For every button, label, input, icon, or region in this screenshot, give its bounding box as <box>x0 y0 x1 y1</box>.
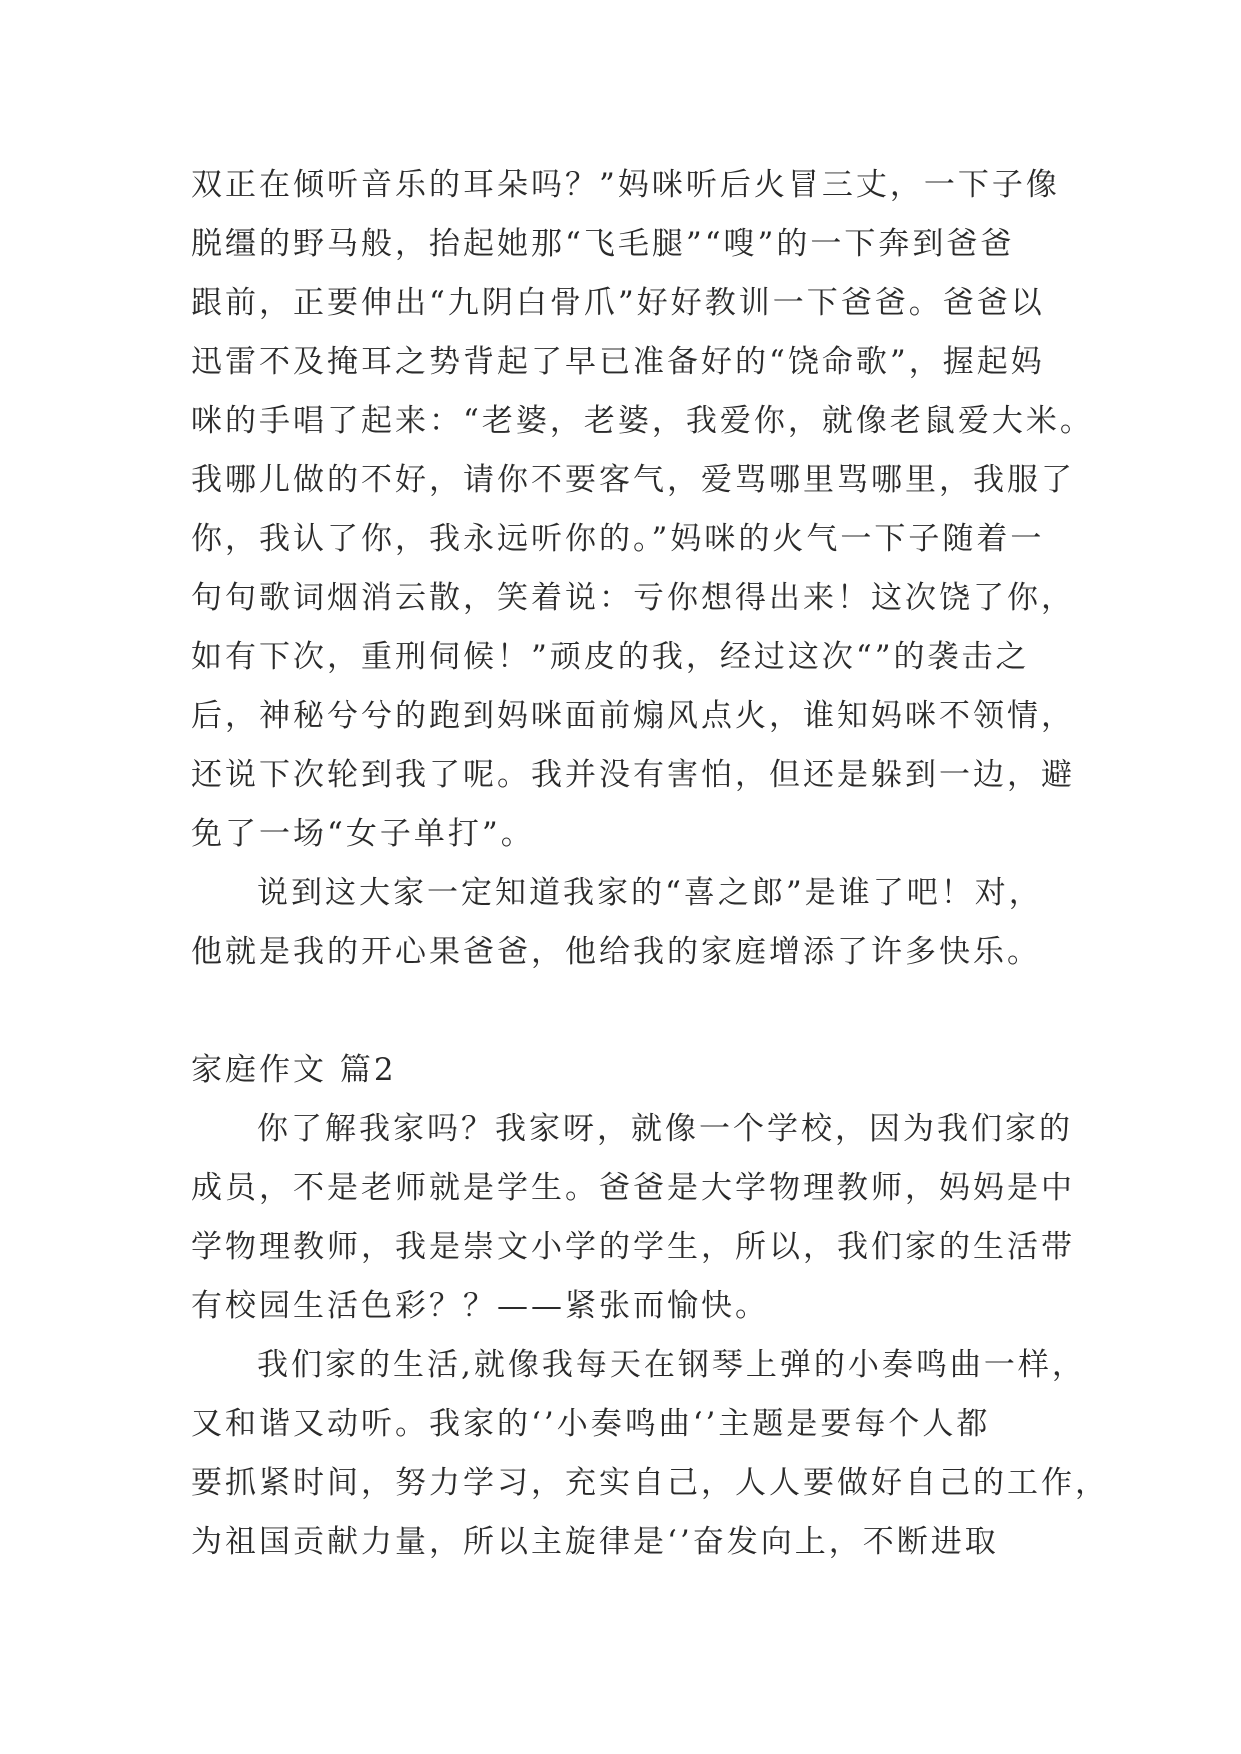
text-line: 要抓紧时间，努力学习，充实自己，人人要做好自己的工作， <box>191 1465 1109 1501</box>
text-line: 学物理教师，我是崇文小学的学生，所以，我们家的生活带 <box>191 1229 1075 1265</box>
text-line: 你，我认了你，我永远听你的。”妈咪的火气一下子随着一 <box>191 521 1045 557</box>
text-line: 成员，不是老师就是学生。爸爸是大学物理教师，妈妈是中 <box>191 1170 1075 1206</box>
text-line: 句句歌词烟消云散，笑着说：亏你想得出来！这次饶了你， <box>191 580 1075 616</box>
body-text <box>191 156 1109 1572</box>
text-line: 如有下次，重刑伺候！”顽皮的我，经过这次“”的袭击之 <box>191 639 1030 675</box>
text-line: 为祖国贡献力量，所以主旋律是‘’奋发向上，不断进取 <box>191 1524 999 1560</box>
text-line: 还说下次轮到我了呢。我并没有害怕，但还是躲到一边，避 <box>191 757 1075 793</box>
text-line: 有校园生活色彩？？——紧张而愉快。 <box>191 1288 769 1324</box>
section-heading: 家庭作文 篇2 <box>191 1052 397 1088</box>
text-line: 双正在倾听音乐的耳朵吗？”妈咪听后火冒三丈，一下子像 <box>191 167 1060 203</box>
text-line: 我哪儿做的不好，请你不要客气，爱骂哪里骂哪里，我服了 <box>191 462 1075 498</box>
text-line: 咪的手唱了起来：“老婆，老婆，我爱你，就像老鼠爱大米。 <box>191 403 1094 439</box>
text-line: 我们家的生活,就像我每天在钢琴上弹的小奏鸣曲一样， <box>257 1347 1086 1383</box>
text-line: 又和谐又动听。我家的‘’小奏鸣曲‘’主题是要每个人都 <box>191 1406 991 1442</box>
text-line: 脱缰的野马般，抬起她那“飞毛腿”“嗖”的一下奔到爸爸 <box>191 226 1015 262</box>
text-line: 你了解我家吗？我家呀，就像一个学校，因为我们家的 <box>257 1111 1073 1147</box>
text-line: 后，神秘兮兮的跑到妈咪面前煽风点火，谁知妈咪不领情， <box>191 698 1075 734</box>
text-line: 迅雷不及掩耳之势背起了早已准备好的“饶命歌”，握起妈 <box>191 344 1045 380</box>
text-line: 跟前，正要伸出“九阴白骨爪”好好教训一下爸爸。爸爸以 <box>191 285 1045 321</box>
text-line: 免了一场“女子单打”。 <box>191 816 535 852</box>
section-gap <box>191 982 1061 1041</box>
text-line: 说到这大家一定知道我家的“喜之郎”是谁了吧！对， <box>257 875 1043 911</box>
text-line: 他就是我的开心果爸爸，他给我的家庭增添了许多快乐。 <box>191 934 1041 970</box>
